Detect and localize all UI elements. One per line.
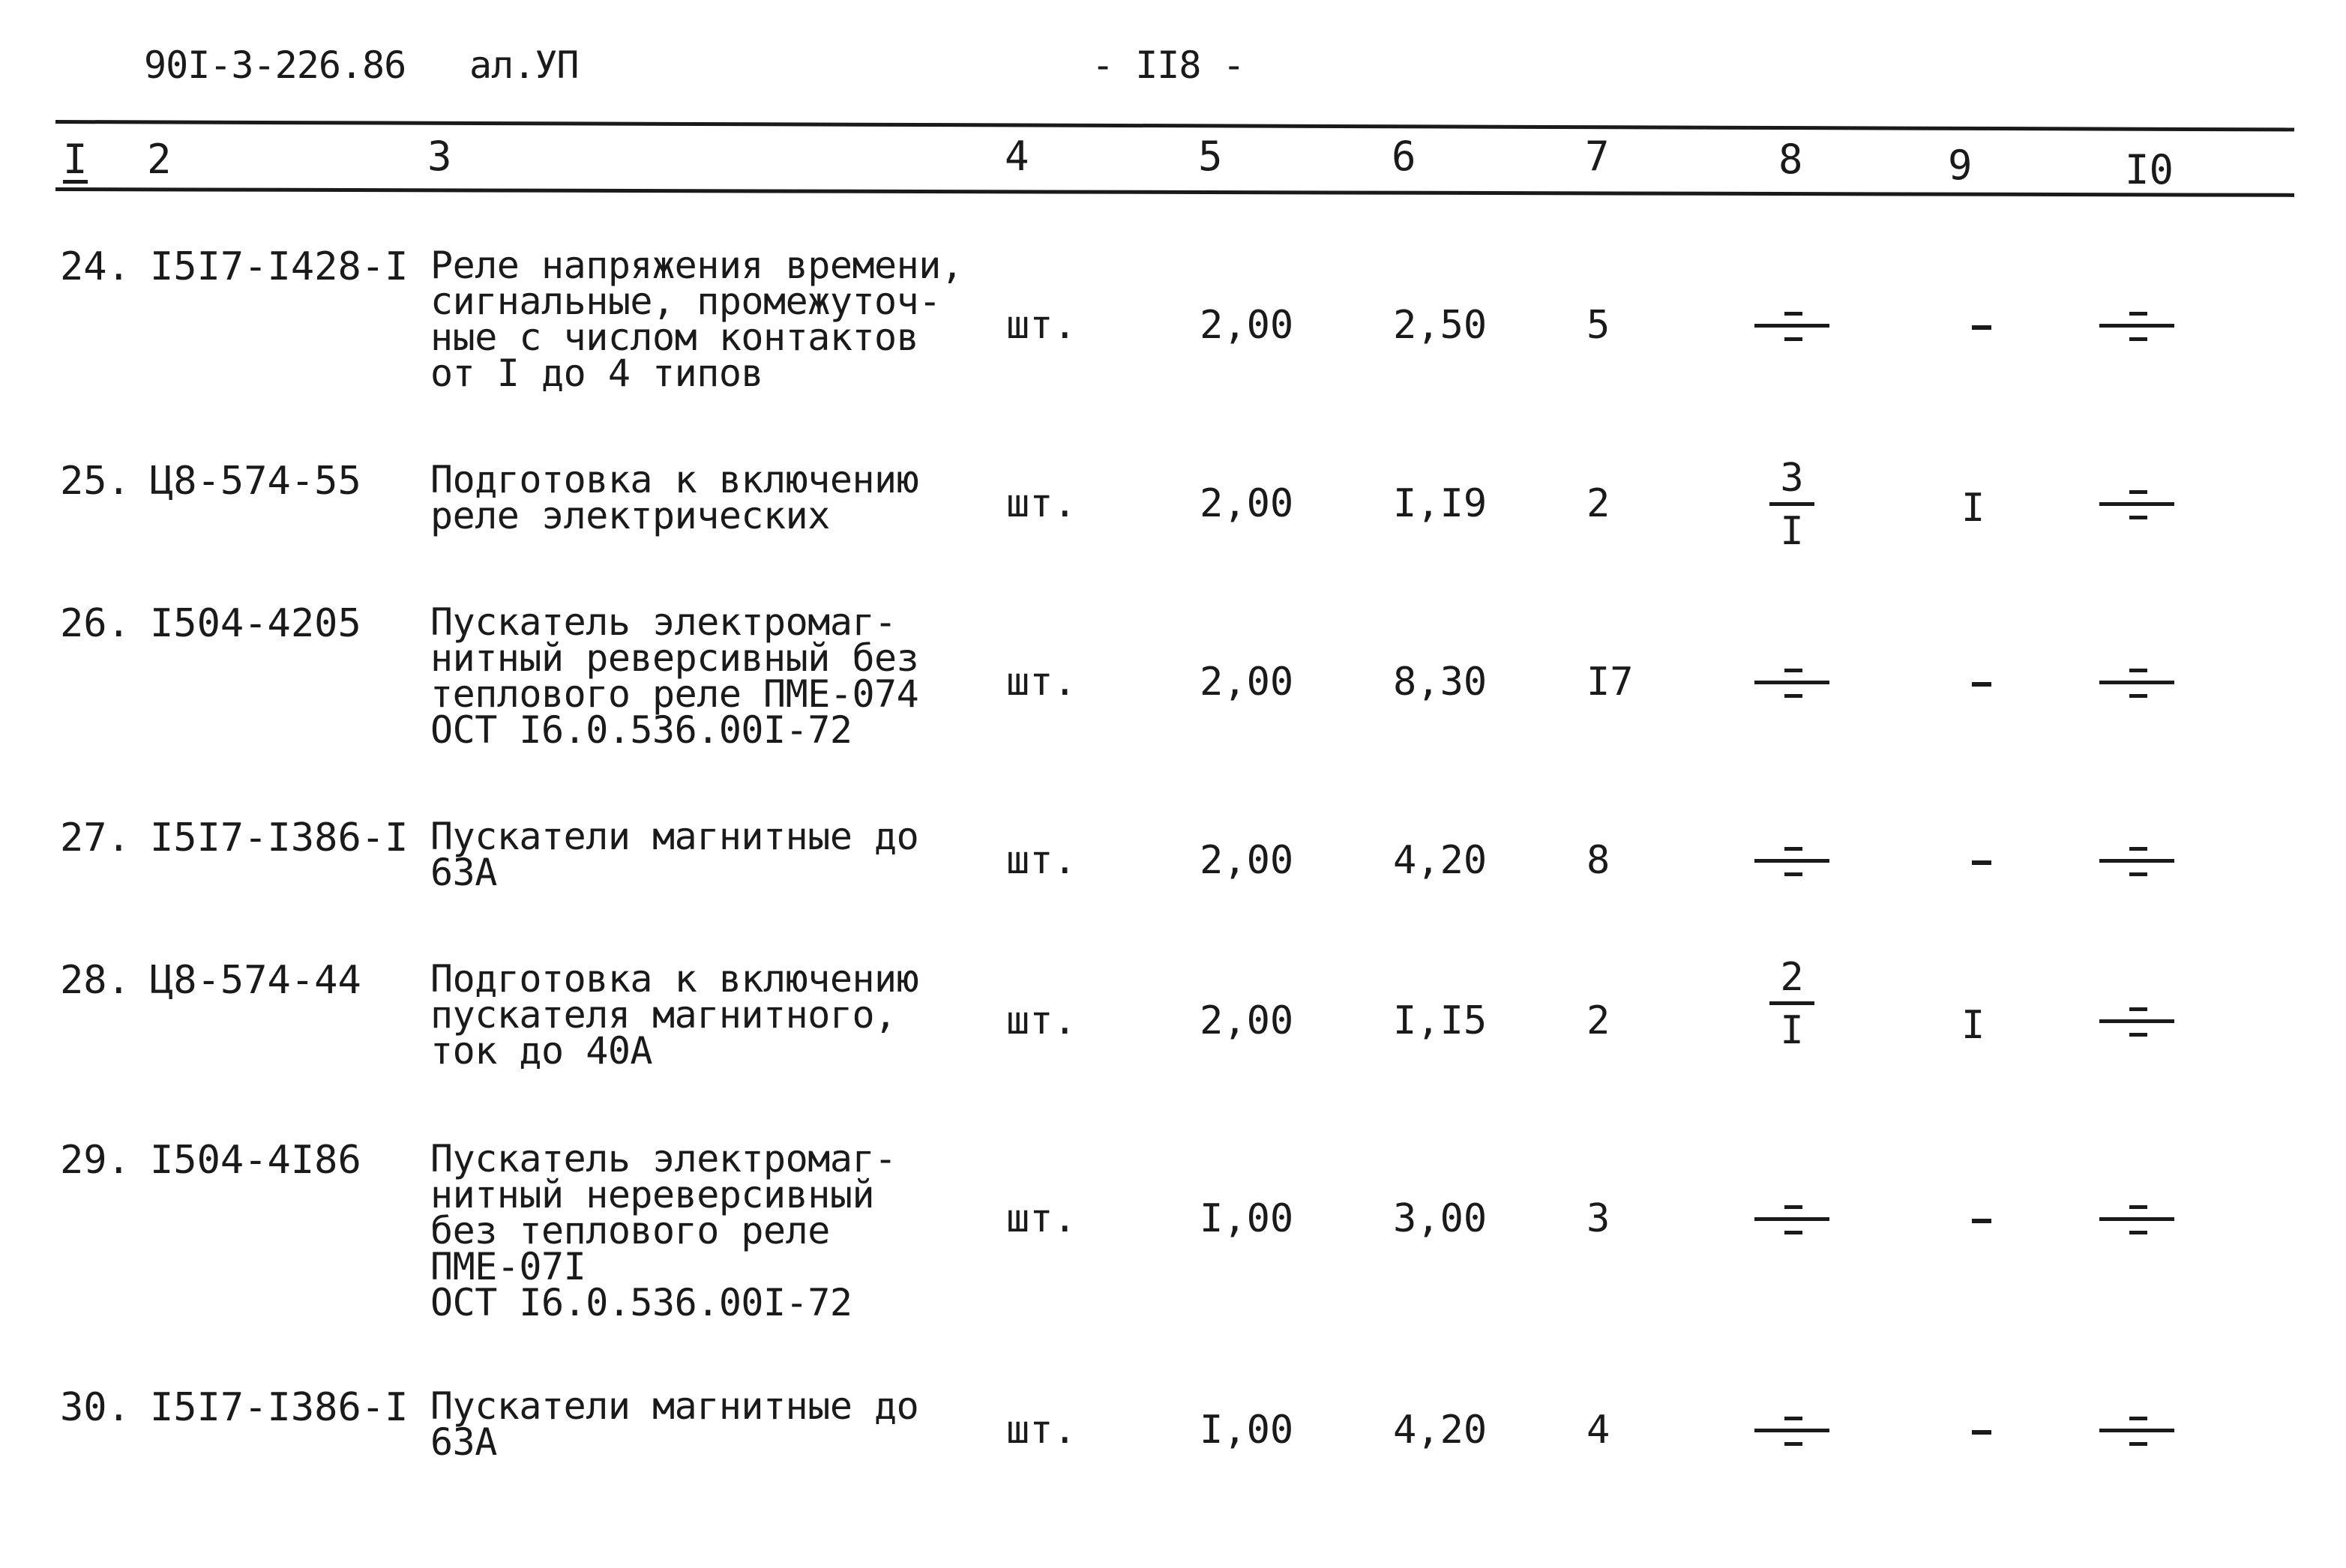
ditto-stroke xyxy=(2129,1231,2147,1234)
quantity: I,00 xyxy=(1200,1408,1294,1453)
column-7-value: 3 xyxy=(1586,1196,1610,1241)
dash-mark xyxy=(1972,325,1991,330)
column-6-value: I,I5 xyxy=(1393,998,1488,1043)
item-code: I5I7-I386-I xyxy=(150,1385,409,1430)
column-7-value: 2 xyxy=(1586,481,1610,526)
column-6-value: 4,20 xyxy=(1393,1408,1488,1453)
ditto-stroke xyxy=(2099,1019,2174,1023)
item-description-line: ные с числом контактов xyxy=(430,316,919,359)
ditto-mark xyxy=(1754,1196,1829,1241)
item-description-line: нитный реверсивный без xyxy=(430,636,919,680)
item-description-line: от I до 4 типов xyxy=(430,352,764,395)
column-number: 9 xyxy=(1948,142,1973,189)
row-number: 29. xyxy=(60,1138,130,1183)
ditto-mark xyxy=(2099,481,2174,526)
column-7-value: 4 xyxy=(1586,1408,1610,1453)
column-6-value: I,I9 xyxy=(1393,481,1488,526)
ditto-stroke xyxy=(2099,1217,2174,1221)
fraction-value xyxy=(1769,955,1814,1053)
item-code: I5I7-I386-I xyxy=(150,815,409,860)
ditto-stroke xyxy=(2099,502,2174,506)
unit-of-measure: шт. xyxy=(1006,481,1077,526)
table-row xyxy=(0,244,2346,427)
ditto-stroke xyxy=(2129,516,2147,519)
column-number: 7 xyxy=(1585,133,1610,180)
item-description-line: Пускатели магнитные до xyxy=(430,815,919,858)
item-description-line: пускателя магнитного, xyxy=(430,993,897,1037)
ditto-stroke xyxy=(1754,1429,1829,1432)
ditto-stroke xyxy=(1784,669,1802,672)
item-description-line: Реле напряжения времени, xyxy=(430,244,963,287)
ditto-mark xyxy=(1754,1408,1829,1453)
item-description-line: Пускатели магнитные до xyxy=(430,1384,919,1428)
dash-mark xyxy=(1972,860,1991,865)
column-7-value: 2 xyxy=(1586,998,1610,1043)
item-description-line: ОСТ I6.0.536.00I-72 xyxy=(430,1281,852,1324)
unit-of-measure: шт. xyxy=(1006,660,1077,705)
unit-of-measure: шт. xyxy=(1006,1196,1077,1241)
ditto-stroke xyxy=(2129,694,2147,698)
item-description-line: сигнальные, промежуточ- xyxy=(430,280,941,323)
item-code: I504-4I86 xyxy=(150,1138,361,1183)
column-6-value: 3,00 xyxy=(1393,1196,1488,1241)
ditto-stroke xyxy=(2129,490,2147,494)
item-description-line: ток до 40А xyxy=(430,1029,653,1073)
quantity: 2,00 xyxy=(1200,838,1294,883)
ditto-mark xyxy=(1754,660,1829,705)
unit-of-measure: шт. xyxy=(1006,998,1077,1043)
ditto-stroke xyxy=(2129,1417,2147,1420)
ditto-mark xyxy=(2099,838,2174,883)
ditto-stroke xyxy=(1784,1231,1802,1234)
quantity: 2,00 xyxy=(1200,303,1294,348)
column-value-text: I xyxy=(1961,1003,1985,1048)
item-description-line: 63А xyxy=(430,1420,497,1464)
quantity: 2,00 xyxy=(1200,998,1294,1043)
ditto-stroke xyxy=(2099,324,2174,328)
ditto-stroke xyxy=(1754,324,1829,328)
item-description-line: теплового реле ПМЕ-074 xyxy=(430,672,919,716)
ditto-stroke xyxy=(1784,312,1802,316)
ditto-mark xyxy=(2099,998,2174,1043)
item-description-line: 63А xyxy=(430,851,497,894)
column-number: 8 xyxy=(1778,136,1803,183)
ditto-stroke xyxy=(1754,859,1829,863)
row-number: 25. xyxy=(60,459,130,504)
column-6-value: 2,50 xyxy=(1393,303,1488,348)
column-number: 6 xyxy=(1392,133,1416,180)
fraction-denominator: I xyxy=(1780,1008,1804,1053)
column-6-value: 8,30 xyxy=(1393,660,1488,705)
album-label: ал.УП xyxy=(469,43,579,87)
row-number: 28. xyxy=(60,958,130,1003)
item-description-line: ОСТ I6.0.536.00I-72 xyxy=(430,708,852,752)
quantity: 2,00 xyxy=(1200,660,1294,705)
unit-of-measure: шт. xyxy=(1006,838,1077,883)
top-rule xyxy=(55,120,2294,131)
ditto-stroke xyxy=(2129,872,2147,876)
dash-mark xyxy=(1972,1219,1991,1223)
ditto-stroke xyxy=(2129,1205,2147,1209)
ditto-stroke xyxy=(1784,1417,1802,1420)
ditto-stroke xyxy=(2129,1007,2147,1011)
item-description-line: Подготовка к включению xyxy=(430,957,919,1001)
row-number: 27. xyxy=(60,815,130,860)
ditto-stroke xyxy=(2129,847,2147,851)
row-number: 24. xyxy=(60,244,130,289)
column-6-value: 4,20 xyxy=(1393,838,1488,883)
ditto-stroke xyxy=(2099,681,2174,684)
column-number: I0 xyxy=(2125,146,2174,193)
ditto-mark xyxy=(2099,660,2174,705)
ditto-stroke xyxy=(2129,312,2147,316)
column-number: I xyxy=(63,136,88,183)
column-number: 3 xyxy=(427,133,452,180)
dash-mark xyxy=(1972,1430,1991,1435)
table-row xyxy=(0,955,2346,1141)
ditto-stroke xyxy=(2099,1429,2174,1432)
row-number: 30. xyxy=(60,1385,130,1430)
column-number: 2 xyxy=(147,136,172,183)
fraction-denominator: I xyxy=(1780,509,1804,554)
unit-of-measure: шт. xyxy=(1006,1408,1077,1453)
table-row xyxy=(0,1137,2346,1324)
ditto-stroke xyxy=(2129,1442,2147,1446)
quantity: I,00 xyxy=(1200,1196,1294,1241)
item-description-line: ПМЕ-07I xyxy=(430,1245,586,1288)
table-row xyxy=(0,600,2346,784)
fraction-numerator: 2 xyxy=(1769,958,1814,1005)
row-number: 26. xyxy=(60,601,130,646)
page-number: - II8 - xyxy=(1092,43,1245,87)
ditto-stroke xyxy=(2129,669,2147,672)
ditto-mark xyxy=(2099,303,2174,348)
item-description-line: нитный нереверсивный xyxy=(430,1173,875,1216)
item-code: Ц8-574-55 xyxy=(150,459,361,504)
dash-mark xyxy=(1972,682,1991,687)
column-7-value: I7 xyxy=(1586,660,1634,705)
item-code: I5I7-I428-I xyxy=(150,244,409,289)
table-row xyxy=(0,1384,2346,1568)
column-7-value: 8 xyxy=(1586,838,1610,883)
item-code: Ц8-574-44 xyxy=(150,958,361,1003)
column-value-text: I xyxy=(1961,486,1985,531)
ditto-stroke xyxy=(2129,1033,2147,1037)
fraction-numerator: 3 xyxy=(1769,459,1814,506)
ditto-stroke xyxy=(2099,859,2174,863)
ditto-mark xyxy=(1754,838,1829,883)
ditto-stroke xyxy=(1784,872,1802,876)
unit-of-measure: шт. xyxy=(1006,303,1077,348)
doc-code: 90I-3-226.86 xyxy=(144,43,406,87)
ditto-stroke xyxy=(1754,1217,1829,1221)
ditto-stroke xyxy=(1784,337,1802,341)
ditto-stroke xyxy=(1784,694,1802,698)
ditto-stroke xyxy=(1754,681,1829,684)
ditto-mark xyxy=(2099,1196,2174,1241)
column-number: 5 xyxy=(1198,133,1223,180)
quantity: 2,00 xyxy=(1200,481,1294,526)
fraction-value xyxy=(1769,456,1814,554)
item-description-line: реле электрических xyxy=(430,494,830,537)
column-number: 4 xyxy=(1005,133,1029,180)
ditto-stroke xyxy=(2129,337,2147,341)
ditto-stroke xyxy=(1784,847,1802,851)
ditto-stroke xyxy=(1784,1442,1802,1446)
ditto-mark xyxy=(1754,303,1829,348)
ditto-mark xyxy=(2099,1408,2174,1453)
item-description-line: Пускатель электромаг- xyxy=(430,600,897,644)
ditto-stroke xyxy=(1784,1205,1802,1209)
item-description-line: без теплового реле xyxy=(430,1209,830,1252)
column-7-value: 5 xyxy=(1586,303,1610,348)
item-description-line: Пускатель электромаг- xyxy=(430,1137,897,1180)
item-description-line: Подготовка к включению xyxy=(430,458,919,501)
item-code: I504-4205 xyxy=(150,601,361,646)
